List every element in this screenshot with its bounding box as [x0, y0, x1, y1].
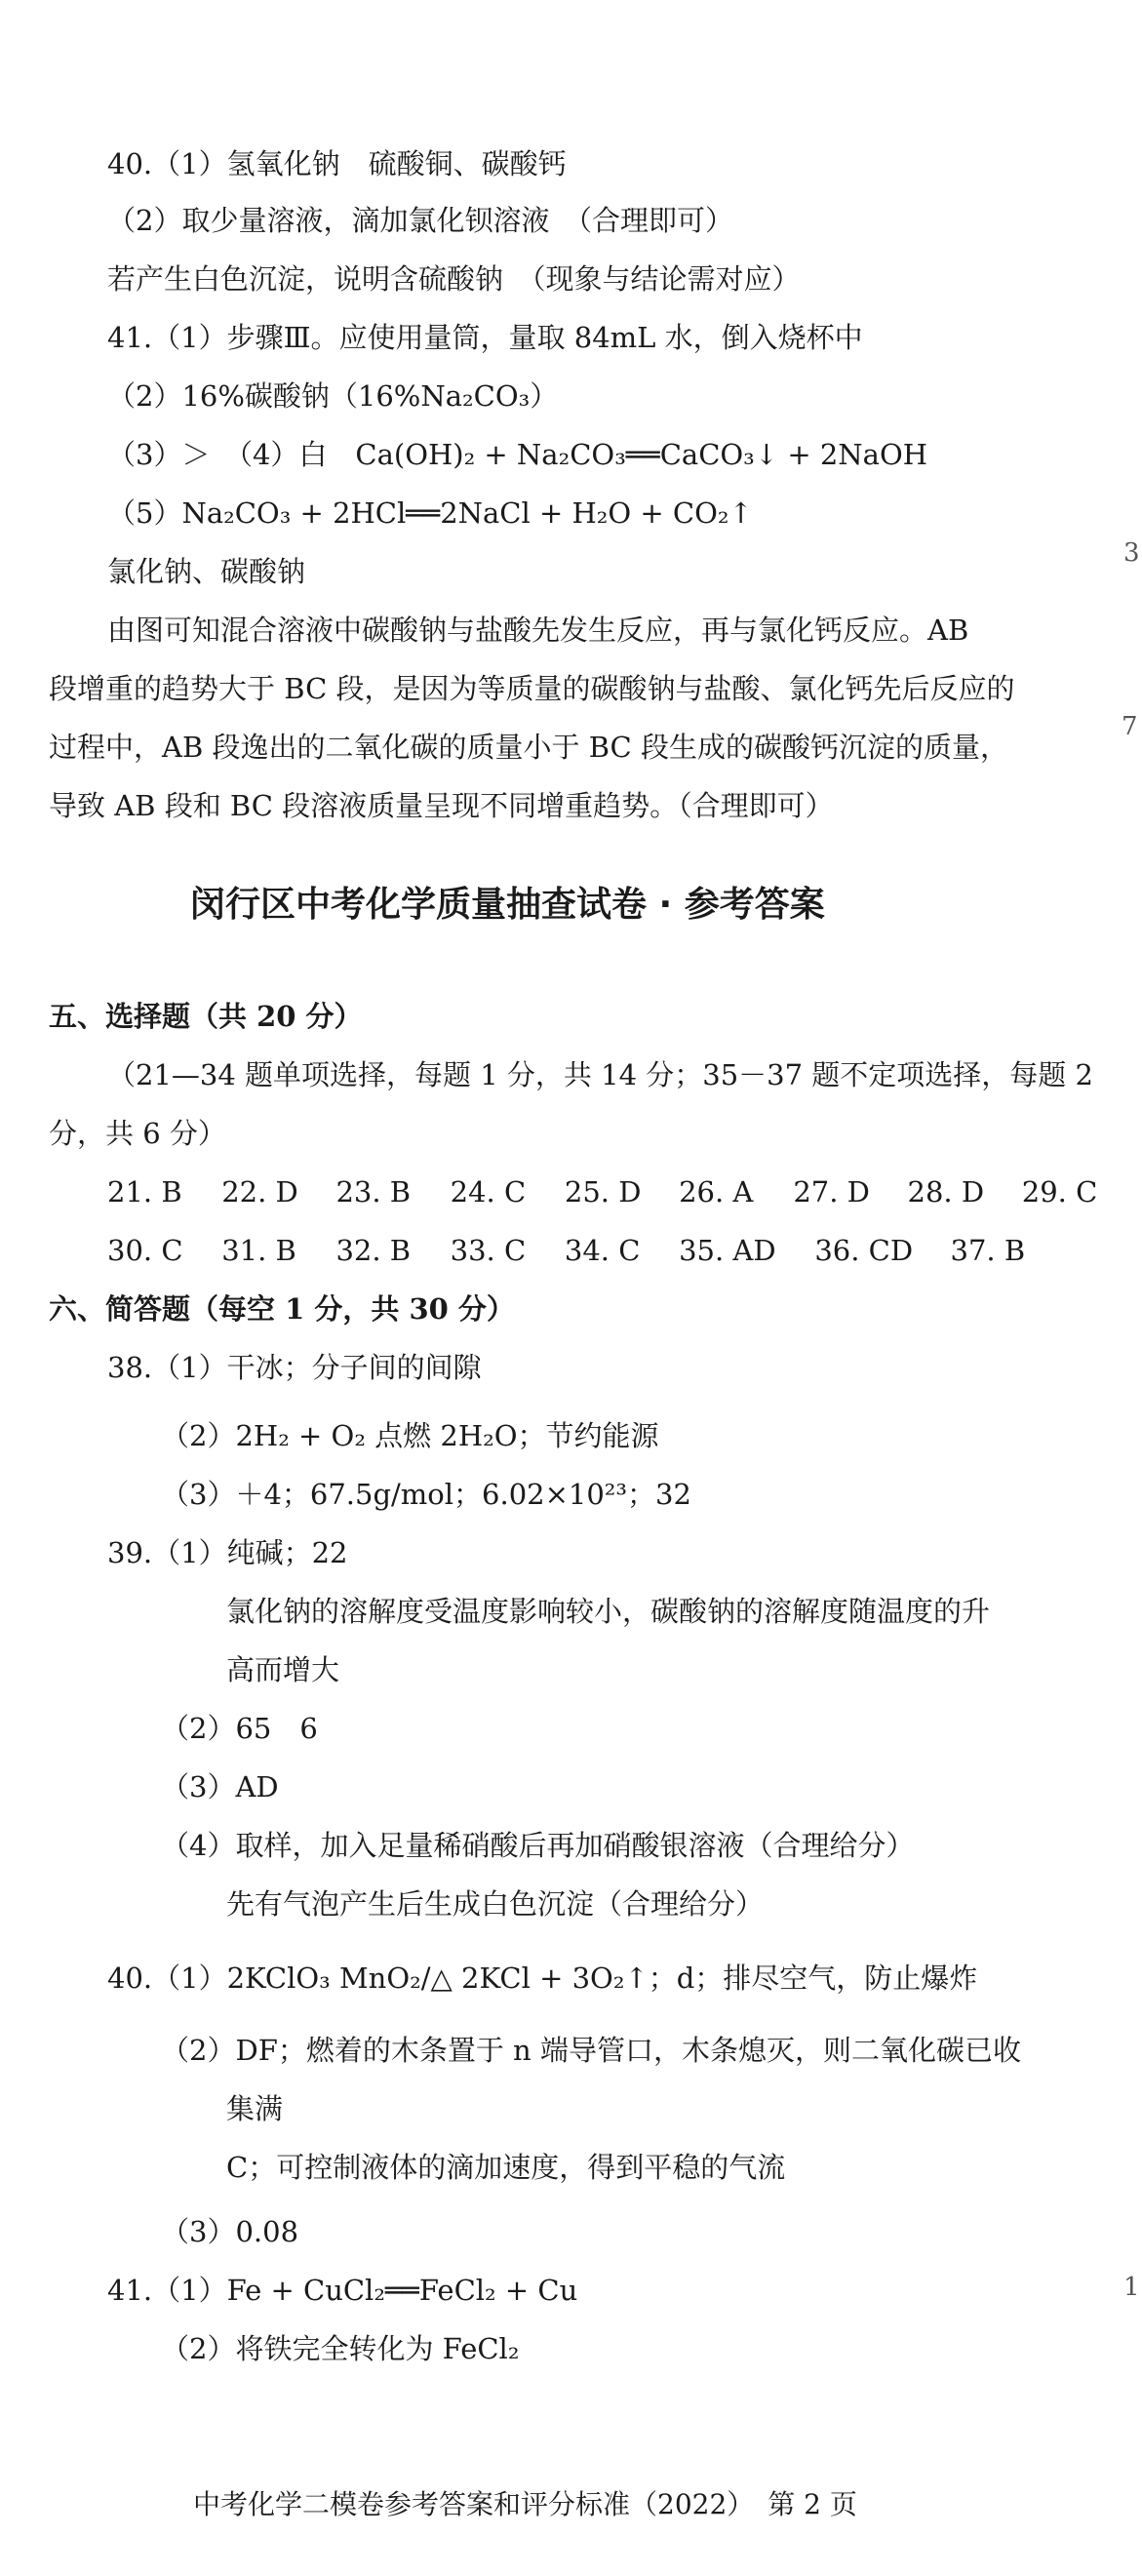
- answer-item: 32. B: [335, 1234, 412, 1267]
- q40-3: （3）0.08: [161, 2215, 299, 2248]
- answer-item: 30. C: [107, 1234, 183, 1267]
- answer-row-2: [107, 1231, 1048, 1270]
- section5-note-line-2: 分，共 6 分）: [49, 1117, 226, 1150]
- margin-mark: 3: [1123, 538, 1140, 568]
- top-paragraph-line-3: 过程中，AB 段逸出的二氧化碳的质量小于 BC 段生成的碳酸钙沉淀的质量，: [49, 731, 1008, 764]
- section6-heading: 六、简答题（每空 1 分，共 30 分）: [49, 1292, 515, 1326]
- top-paragraph-line-1: 由图可知混合溶液中碳酸钠与盐酸先发生反应，再与氯化钙反应。AB: [107, 614, 969, 647]
- q39-2: （2）65 6: [161, 1712, 318, 1745]
- answer-row-1: [107, 1172, 1120, 1211]
- page-footer: 中考化学二模卷参考答案和评分标准（2022） 第 2 页: [193, 2488, 857, 2520]
- section5-heading: 五、选择题（共 20 分）: [49, 1000, 363, 1033]
- q39-3: （3）AD: [161, 1770, 279, 1803]
- top-q41-2: （2）16%碳酸钠（16%Na₂CO₃）: [107, 379, 559, 413]
- answer-item: 36. CD: [814, 1234, 914, 1267]
- q39-1-line-b: 高而增大: [226, 1653, 340, 1686]
- q38-1: 38.（1）干冰；分子间的间隙: [107, 1351, 482, 1384]
- answer-item: 24. C: [450, 1175, 527, 1209]
- q40-2-line-a: 集满: [226, 2092, 284, 2125]
- top-q40-2: （2）取少量溶液，滴加氯化钡溶液 （合理即可）: [107, 204, 733, 237]
- q40-2-line-b: C；可控制液体的滴加速度，得到平稳的气流: [226, 2151, 786, 2184]
- answer-item: 33. C: [450, 1234, 527, 1267]
- top-q41-5: （5）Na₂CO₃ + 2HCl══2NaCl + H₂O + CO₂↑: [107, 496, 753, 530]
- page-title: 闵行区中考化学质量抽查试卷 · 参考答案: [190, 885, 825, 925]
- answer-item: 22. D: [221, 1175, 298, 1209]
- top-q41-5-salts: 氯化钠、碳酸钠: [107, 555, 306, 588]
- margin-mark: 7: [1122, 712, 1138, 741]
- q39-4-line-a: 先有气泡产生后生成白色沉淀（合理给分）: [226, 1887, 765, 1921]
- top-q40-1: 40.（1）氢氧化钠 硫酸铜、碳酸钙: [107, 147, 567, 180]
- top-q41-3-4: （3）＞ （4）白 Ca(OH)₂ + Na₂CO₃══CaCO₃↓ + 2NaOH: [107, 438, 928, 471]
- answer-item: 37. B: [950, 1234, 1026, 1267]
- answer-item: 35. AD: [679, 1234, 776, 1267]
- margin-mark: 1: [1123, 2273, 1140, 2302]
- q38-2: （2）2H₂ + O₂ 点燃 2H₂O；节约能源: [161, 1419, 659, 1452]
- q39-1-line-a: 氯化钠的溶解度受温度影响较小，碳酸钠的溶解度随温度的升: [226, 1595, 991, 1628]
- q41-1: 41.（1）Fe + CuCl₂══FeCl₂ + Cu: [107, 2274, 578, 2307]
- answer-item: 31. B: [221, 1234, 296, 1267]
- section5-note-line-1: （21—34 题单项选择，每题 1 分，共 14 分；35－37 题不定项选择，每题 2: [107, 1058, 1093, 1091]
- q41-2: （2）将铁完全转化为 FeCl₂: [161, 2332, 520, 2365]
- top-paragraph-line-4: 导致 AB 段和 BC 段溶液质量呈现不同增重趋势。（合理即可）: [49, 789, 834, 822]
- answer-item: 26. A: [679, 1175, 754, 1209]
- answer-item: 27. D: [793, 1175, 870, 1209]
- top-q41-1: 41.（1）步骤Ⅲ。应使用量筒，量取 84mL 水，倒入烧杯中: [107, 321, 863, 354]
- answer-item: 25. D: [564, 1175, 642, 1209]
- q40-1: 40.（1）2KClO₃ MnO₂/△ 2KCl + 3O₂↑；d；排尽空气，防止爆炸: [107, 1962, 978, 1995]
- answer-item: 29. C: [1021, 1175, 1098, 1209]
- top-q40-2-result: 若产生白色沉淀，说明含硫酸钠 （现象与结论需对应）: [107, 262, 801, 296]
- answer-item: 21. B: [107, 1175, 182, 1209]
- top-paragraph-line-2: 段增重的趋势大于 BC 段，是因为等质量的碳酸钠与盐酸、氯化钙先后反应的: [49, 672, 1015, 705]
- q39-4: （4）取样，加入足量稀硝酸后再加硝酸银溶液（合理给分）: [161, 1829, 915, 1862]
- answer-item: 28. D: [907, 1175, 985, 1209]
- q39-1: 39.（1）纯碱；22: [107, 1536, 348, 1569]
- q40-2: （2）DF；燃着的木条置于 n 端导管口，木条熄灭，则二氧化碳已收: [161, 2034, 1021, 2067]
- answer-item: 34. C: [564, 1234, 641, 1267]
- answer-item: 23. B: [335, 1175, 412, 1209]
- q38-3: （3）＋4；67.5g/mol；6.02×10²³；32: [161, 1478, 691, 1511]
